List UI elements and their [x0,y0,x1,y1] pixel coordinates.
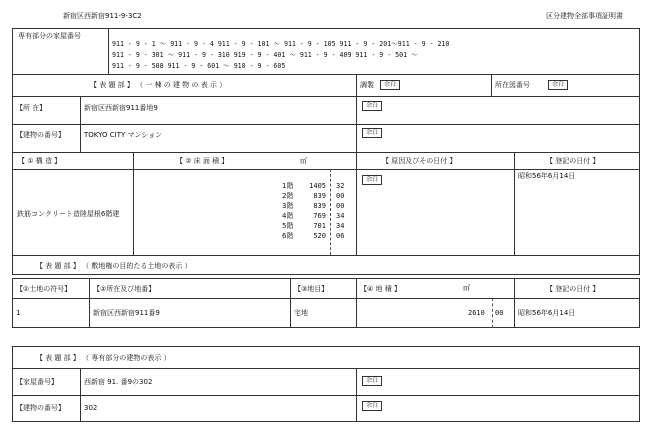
location-label: 【所 在】 [16,104,47,112]
reason-column-header: 【 原因及びその日付 】 [382,157,457,165]
land-date-column-header: 【 登記の日付 】 [546,285,600,293]
floor-area-column-header: 【 ② 床 面 積 】 [176,157,229,165]
floor-area-integer: 520 [313,232,326,240]
floor-area-decimal: 00 [336,202,345,210]
floor-area-integer: 839 [313,202,326,210]
units-line-3: 911 - 9 - 508 911 - 9 - 601 ～ 910 - 9 - 605 [112,62,286,70]
floor-label: 6階 [282,232,294,240]
survey-stamp: 余白 [380,80,400,90]
land-area-unit: ㎡ [463,284,470,292]
house-number-value: 西新宿 91. 番9の302 [84,378,153,386]
survey-label: 調製 [360,81,374,89]
floor-label: 5階 [282,222,294,230]
building-number-label: 【建物の番号】 [16,131,65,139]
land-no-column-header: 【①土地の符号】 [16,285,72,293]
floor-area-decimal: 00 [336,192,345,200]
land-category-column-header: 【③地目】 [294,285,329,293]
floor-area-integer: 701 [313,222,326,230]
floor-area-decimal: 32 [336,182,345,190]
land-location-column-header: 【②所在及び地番】 [93,285,156,293]
floor-area-decimal: 34 [336,212,345,220]
land-section-header: 【 表 題 部 】 （ 敷地権の目的たる土地の表示 ） [36,262,192,270]
floor-label: 4階 [282,212,294,220]
floor-label: 2階 [282,192,294,200]
land-category-value: 宅地 [294,309,308,317]
unit-building-number-stamp: 余白 [362,401,382,411]
map-number-label: 所在図番号 [495,81,530,89]
unit-section-header: 【 表 題 部 】 （ 専有部分の建物の表示 ） [36,354,171,362]
floor-area-decimal: 34 [336,222,345,230]
land-location-value: 新宿区西新宿911番9 [93,309,160,317]
units-line-2: 911 - 9 - 301 ～ 911 - 9 - 310 919 - 9 - 401 ～ 911 - 9 - 409 911 - 9 - 501 ～ [112,51,418,59]
house-number-label: 【家屋番号】 [16,378,58,386]
floor-area-integer: 839 [313,192,326,200]
building-section-header: 【 表 題 部 】 （ 一 棟 の 建 物 の 表 示 ） [90,81,227,89]
building-number-value: TOKYO CITY マンション [84,131,163,139]
floor-area-integer: 769 [313,212,326,220]
land-area-integer: 2610 [468,309,485,317]
reason-stamp: 余白 [362,175,382,185]
location-stamp: 余白 [362,101,382,111]
structure-value: 鉄筋コンクリート造陸屋根6階建 [17,210,120,218]
units-line-1: 911 - 9 - 1 ～ 911 - 9 - 4 911 - 9 - 101 ～ 911 - 9 - 105 911 - 9 - 201～911 - 9 - 210 [112,40,450,48]
floor-area-unit: ㎡ [300,157,307,165]
units-label: 専有部分の家屋番号 [18,32,81,40]
registration-date-column-header: 【 登記の日付 】 [546,157,600,165]
floor-area-integer: 1405 [309,182,326,190]
structure-column-header: 【 ① 構 造 】 [18,157,62,165]
building-number-stamp: 余白 [362,128,382,138]
floor-label: 3階 [282,202,294,210]
registration-date-value: 昭和56年6月14日 [518,172,576,180]
map-number-stamp: 余白 [548,80,568,90]
header-address: 新宿区西新宿911-9-3C2 [63,12,142,20]
floor-label: 1階 [282,182,294,190]
unit-building-number-value: 302 [84,404,98,412]
location-value: 新宿区西新宿911番地9 [84,104,158,112]
unit-building-number-label: 【建物の番号】 [16,404,65,412]
document-title: 区分建物全部事項証明書 [546,12,623,20]
floor-area-decimal: 06 [336,232,345,240]
land-area-column-header: 【④ 地 積 】 [360,285,401,293]
house-number-stamp: 余白 [362,376,382,386]
land-date-value: 昭和56年6月14日 [518,309,576,317]
land-no-value: 1 [16,309,21,317]
land-area-decimal: 00 [495,309,504,317]
